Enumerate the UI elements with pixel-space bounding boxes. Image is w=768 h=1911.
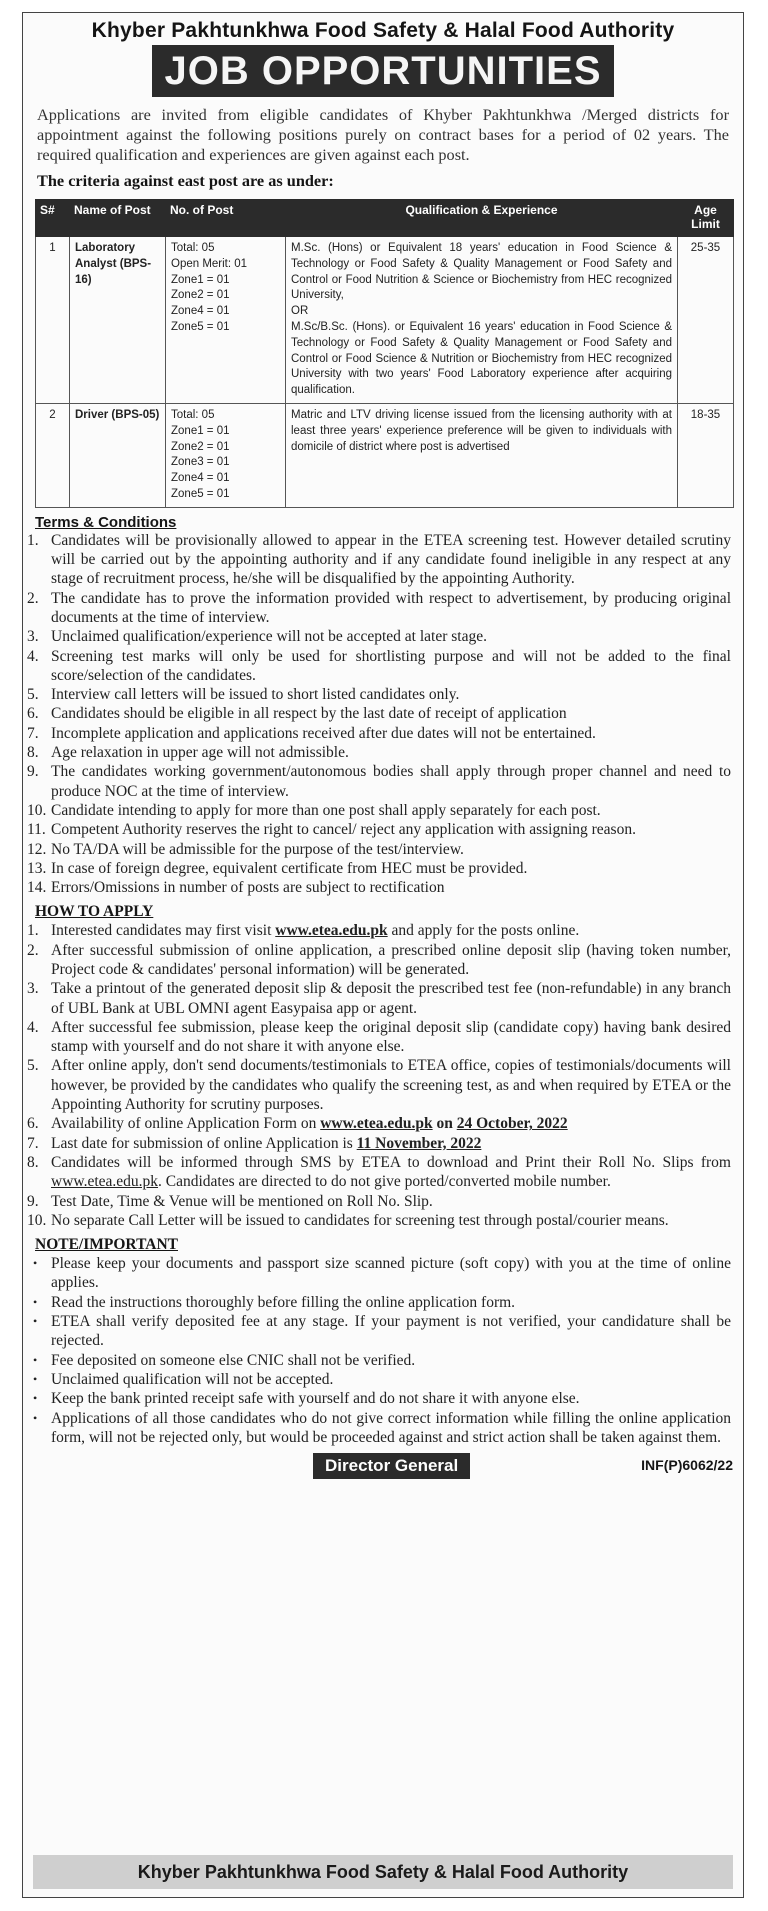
list-item: 8. Candidates will be informed through SMS by ETEA to download and Print their Roll No. Slips from www.etea.edu.pk. Candidates are directed to do not give ported/converted mobile number. bbox=[27, 1153, 731, 1191]
row-sno: 1 bbox=[36, 237, 70, 404]
criteria-heading: The criteria against east post are as under: bbox=[37, 171, 334, 190]
terms-list bbox=[23, 531, 743, 898]
row-age-limit: 25-35 bbox=[678, 237, 734, 404]
terms-heading: Terms & Conditions bbox=[35, 513, 177, 531]
list-item: 7. Last date for submission of online Application is 11 November, 2022 bbox=[27, 1134, 482, 1152]
organization-title: Khyber Pakhtunkhwa Food Safety & Halal Food Authority bbox=[91, 19, 675, 42]
director-general-label: Director General bbox=[313, 1453, 470, 1479]
list-item: • Please keep your documents and passport size scanned picture (soft copy) with you at the time of online applies. bbox=[33, 1255, 731, 1292]
list-item: 4. Screening test marks will only be used for shortlisting purpose and will not be added to the final score/selection of the candidates. bbox=[27, 647, 731, 684]
banner-wrapper bbox=[23, 45, 743, 97]
etea-website-link[interactable]: www.etea.edu.pk bbox=[320, 1115, 433, 1133]
list-item: 6. Availability of online Application Form on www.etea.edu.pk on 24 October, 2022 bbox=[27, 1115, 568, 1133]
list-item: 2. After successful submission of online application, a prescribed online deposit slip (having token number, Project code & candidates' personal information) will be generated. bbox=[27, 941, 731, 978]
list-item: 12. No TA/DA will be admissible for the purpose of the test/interview. bbox=[27, 840, 464, 858]
count-line: Zone3 = 01 bbox=[171, 456, 230, 469]
bullet-icon: • bbox=[33, 1352, 38, 1367]
how-to-apply-heading: HOW TO APPLY bbox=[35, 903, 154, 921]
count-line: Open Merit: 01 bbox=[171, 257, 248, 270]
bullet-icon: • bbox=[33, 1410, 38, 1425]
header-age-limit: Age Limit bbox=[678, 200, 734, 237]
signature-row bbox=[23, 1451, 743, 1485]
header-post-name: Name of Post bbox=[70, 200, 166, 237]
list-item: 2. The candidate has to prove the information provided with respect to advertisement, by producing original documents at the time of interview. bbox=[27, 589, 731, 626]
list-item: • Keep the bank printed receipt safe with yourself and do not share it with anyone else. bbox=[33, 1390, 580, 1408]
count-line: Zone5 = 01 bbox=[171, 320, 230, 333]
list-item: 10. Candidate intending to apply for more than one post shall apply separately for each post. bbox=[27, 801, 601, 819]
count-line: Zone1 = 01 bbox=[171, 424, 230, 437]
notes-heading: NOTE/IMPORTANT bbox=[35, 1236, 178, 1254]
list-item: • Read the instructions thoroughly before filling the online application form. bbox=[33, 1293, 516, 1311]
footer-organization: Khyber Pakhtunkhwa Food Safety & Halal Food Authority bbox=[33, 1855, 733, 1889]
list-item: • Fee deposited on someone else CNIC shall not be verified. bbox=[33, 1351, 416, 1369]
qualification-text: M.Sc/B.Sc. (Hons). or Equivalent 16 years' education in Food Science & Technology or Food Safety & Quality Management or Food Safety and Control or Food Science & Nutrition or Biochemistry from HEC recognized University with two years' Food Laboratory experience after acquiring qualification. bbox=[291, 320, 672, 397]
bullet-icon: • bbox=[33, 1256, 38, 1271]
header-qualification: Qualification & Experience bbox=[286, 200, 678, 237]
bullet-icon: • bbox=[33, 1391, 38, 1406]
list-item: 4. After successful fee submission, please keep the original deposit slip (candidate copy) having bank desired stamp with yourself and do not share it with anyone else. bbox=[27, 1018, 731, 1056]
count-line: Zone1 = 01 bbox=[171, 273, 230, 286]
bullet-icon: • bbox=[33, 1314, 38, 1329]
job-opportunities-banner: JOB OPPORTUNITIES bbox=[152, 45, 613, 97]
table-row bbox=[36, 237, 734, 404]
qualification-text: Matric and LTV driving license issued from the licensing authority with at least three years' experience preference will be given to individuals with domicile of district where post is advertised bbox=[291, 408, 672, 453]
list-item: 8. Age relaxation in upper age will not admissible. bbox=[27, 744, 349, 762]
row-post-name: Laboratory Analyst (BPS-16) bbox=[70, 237, 166, 404]
list-item: 11. Competent Authority reserves the right to cancel/ reject any application with assigning reason. bbox=[27, 821, 636, 839]
list-item: 6. Candidates should be eligible in all respect by the last date of receipt of application bbox=[27, 705, 567, 723]
row-post-count bbox=[166, 237, 286, 404]
list-item: 10. No separate Call Letter will be issued to candidates for screening test through postal/courier means. bbox=[27, 1211, 669, 1229]
list-item: 14. Errors/Omissions in number of posts are subject to rectification bbox=[27, 879, 445, 897]
count-line: Zone2 = 01 bbox=[171, 289, 230, 302]
count-line: Zone2 = 01 bbox=[171, 440, 230, 453]
list-item: 9. Test Date, Time & Venue will be mentioned on Roll No. Slip. bbox=[27, 1192, 433, 1210]
posts-table bbox=[35, 199, 734, 508]
etea-website-link[interactable]: www.etea.edu.pk bbox=[51, 1173, 159, 1191]
bullet-icon: • bbox=[33, 1371, 38, 1386]
list-item: • Applications of all those candidates who do not give correct information while filling the online application form, will not be rejected only, but would be proceeded against and strict action shall be taken against them. bbox=[33, 1409, 731, 1446]
intro-paragraph: Applications are invited from eligible candidates of Khyber Pakhtunkhwa /Merged districts for appointment against the following positions purely on contract bases for a period of 02 years. The required qualification and experiences are given against each post. bbox=[37, 105, 729, 164]
etea-website-link[interactable]: www.etea.edu.pk bbox=[275, 922, 388, 940]
list-item: 9. The candidates working government/autonomous bodies shall apply through proper channel and need to produce NOC at the time of interview. bbox=[27, 763, 731, 800]
how-to-apply-list bbox=[23, 921, 743, 1230]
list-item: 5. After online apply, don't send documents/testimonials to ETEA office, copies of testimonials/documents will however, be provided by the candidates who qualify the screening test, as and when required by ETEA or the Appointing Authority for scrutiny purposes. bbox=[27, 1057, 731, 1114]
list-item: • Unclaimed qualification will not be accepted. bbox=[33, 1370, 334, 1388]
qualification-or: OR bbox=[291, 305, 309, 318]
list-item: 13. In case of foreign degree, equivalent certificate from HEC must be provided. bbox=[27, 859, 528, 877]
reference-number: INF(P)6062/22 bbox=[641, 1457, 733, 1474]
count-line: Zone5 = 01 bbox=[171, 487, 230, 500]
bullet-icon: • bbox=[33, 1294, 38, 1309]
row-post-name: Driver (BPS-05) bbox=[70, 403, 166, 507]
header-sno: S# bbox=[36, 200, 70, 237]
table-header-row bbox=[36, 200, 734, 237]
count-line: Total: 05 bbox=[171, 408, 215, 421]
row-qualification bbox=[286, 403, 678, 507]
row-qualification bbox=[286, 237, 678, 404]
list-item: 5. Interview call letters will be issued to short listed candidates only. bbox=[27, 686, 460, 704]
list-item: 3. Take a printout of the generated deposit slip & deposit the prescribed test fee (non-refundable) in any branch of UBL Bank at UBL OMNI agent Easypaisa app or agent. bbox=[27, 980, 731, 1017]
count-line: Zone4 = 01 bbox=[171, 472, 230, 485]
table-row bbox=[36, 403, 734, 507]
row-post-count bbox=[166, 403, 286, 507]
last-date: 11 November, 2022 bbox=[356, 1134, 482, 1152]
notes-list bbox=[23, 1254, 743, 1447]
count-line: Zone4 = 01 bbox=[171, 305, 230, 318]
job-advertisement bbox=[22, 12, 744, 1898]
list-item: 1. Interested candidates may first visit www.etea.edu.pk and apply for the posts online. bbox=[27, 922, 580, 940]
row-sno: 2 bbox=[36, 403, 70, 507]
list-item: 3. Unclaimed qualification/experience will not be accepted at later stage. bbox=[27, 628, 487, 646]
qualification-text: M.Sc. (Hons) or Equivalent 18 years' education in Food Science & Technology or Food Safety & Quality Management or Food Safety and Control or Food Nutrition & Science or Biochemistry from HEC recognized University, bbox=[291, 242, 672, 302]
availability-date: 24 October, 2022 bbox=[456, 1115, 568, 1133]
header-post-count: No. of Post bbox=[166, 200, 286, 237]
count-line: Total: 05 bbox=[171, 242, 215, 254]
list-item: • ETEA shall verify deposited fee at any stage. If your payment is not verified, your candidature shall be rejected. bbox=[33, 1313, 731, 1350]
list-item: 1. Candidates will be provisionally allowed to appear in the ETEA screening test. However detailed scrutiny will be carried out by the appointing authority and if any candidate found ineligible in any respect at any stage of recruitment process, he/she will be disqualified by the appointing Authority. bbox=[27, 531, 731, 588]
list-item: 7. Incomplete application and applications received after due dates will not be entertained. bbox=[27, 724, 596, 742]
row-age-limit: 18-35 bbox=[678, 403, 734, 507]
